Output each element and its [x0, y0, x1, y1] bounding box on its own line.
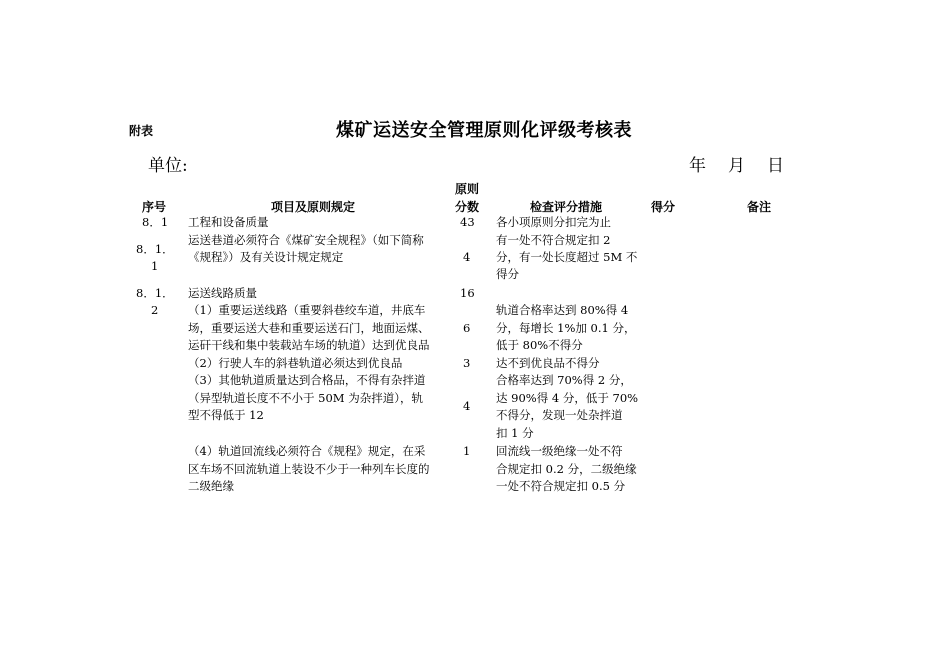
sub-score: 4: [463, 399, 471, 413]
row-method: 有一处不符合规定扣 2: [496, 233, 611, 247]
sub-method: 达 90%得 4 分，低于 70%: [496, 391, 639, 405]
header-score-line2: 分数: [455, 200, 480, 214]
sub-score: 6: [463, 321, 471, 335]
sub-item: 型不得低于 12: [188, 408, 264, 422]
row-method: 各小项原则分扣完为止: [496, 215, 611, 229]
row-seq: 8．1．: [136, 286, 174, 300]
sub-score: 1: [463, 444, 471, 458]
sub-method: 合格率达到 70%得 2 分，: [496, 373, 632, 387]
sub-item: （2）行驶人车的斜巷轨道必须达到优良品: [188, 356, 403, 370]
row-score: 16: [460, 286, 475, 300]
sub-score: 3: [463, 356, 471, 370]
row-method: 得分: [496, 267, 519, 281]
row-seq: 1: [151, 259, 159, 273]
sub-method: 低于 80%不得分: [496, 338, 583, 352]
row-item: 工程和设备质量: [188, 215, 269, 229]
sub-item: 二级绝缘: [188, 479, 234, 493]
header-remark: 备注: [747, 200, 772, 214]
sub-item: （异型轨道长度不不小于 50M 为杂拌道），轨: [188, 391, 423, 405]
date-day: 日: [767, 156, 784, 176]
row-seq: 8．1: [142, 215, 169, 229]
sub-item: （3）其他轨道质量达到合格品，不得有杂拌道: [188, 373, 426, 387]
sub-item: 场，重要运送大巷和重要运送石门，地面运煤、: [188, 321, 430, 335]
row-seq: 2: [151, 303, 159, 317]
sub-method: 一处不符合规定扣 0.5 分: [496, 479, 626, 493]
sub-method: 回流线一级绝缘一处不符: [496, 444, 623, 458]
sub-item: 运矸干线和集中装载站车场的轨道）达到优良品: [188, 338, 430, 352]
row-item: 《规程》）及有关设计规定规定: [188, 250, 344, 264]
date-year: 年: [689, 156, 706, 176]
document-title: 煤矿运送安全管理原则化评级考核表: [336, 120, 632, 141]
row-item: 运送巷道必须符合《煤矿安全规程》（如下简称: [188, 233, 424, 247]
sub-item: 区车场不回流轨道上装设不少于一种列车长度的: [188, 462, 430, 476]
sub-method: 轨道合格率达到 80%得 4: [496, 303, 629, 317]
row-item: 运送线路质量: [188, 286, 257, 300]
date-month: 月: [728, 156, 745, 176]
sub-method: 分，每增长 1%加 0.1 分，: [496, 321, 636, 335]
row-seq: 8．1．: [136, 242, 174, 256]
header-got-score: 得分: [651, 200, 676, 214]
attachment-label: 附表: [129, 124, 154, 138]
header-method: 检查评分措施: [530, 200, 603, 214]
row-score: 4: [463, 250, 471, 264]
sub-method: 不得分，发现一处杂拌道: [496, 408, 623, 422]
date-fields: [689, 151, 784, 176]
row-method: 分，有一处长度超过 5M 不: [496, 250, 638, 264]
header-seq: 序号: [142, 200, 167, 214]
sub-method: 达不到优良品不得分: [496, 356, 600, 370]
header-score-line1: 原则: [455, 182, 480, 196]
sub-item: （1）重要运送线路（重要斜巷绞车道，井底车: [188, 303, 426, 317]
sub-item: （4）轨道回流线必须符合《规程》规定，在采: [188, 444, 426, 458]
row-score: 43: [460, 215, 475, 229]
sub-method: 扣 1 分: [496, 426, 534, 440]
sub-method: 合规定扣 0.2 分，二级绝缘: [496, 462, 637, 476]
header-item: 项目及原则规定: [271, 200, 356, 214]
unit-label: 单位:: [148, 156, 188, 176]
